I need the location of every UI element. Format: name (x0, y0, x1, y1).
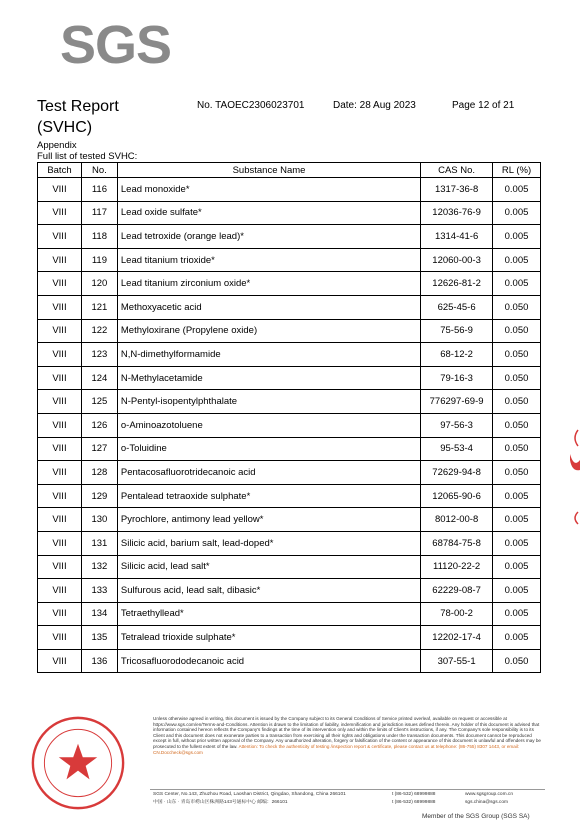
cell-cas: 62229-08-7 (421, 579, 493, 603)
table-row (38, 461, 541, 485)
cell-rl: 0.050 (493, 366, 541, 390)
table-row (38, 272, 541, 296)
cell-cas: 79-16-3 (421, 366, 493, 390)
cell-rl: 0.005 (493, 531, 541, 555)
cell-cas: 12036-76-9 (421, 201, 493, 225)
appendix-heading (37, 140, 137, 162)
cell-substance: Silicic acid, lead salt* (117, 555, 420, 579)
cell-no: 119 (81, 248, 117, 272)
cell-substance: N-Methylacetamide (117, 366, 420, 390)
table-row (38, 343, 541, 367)
footer-phone (392, 791, 435, 807)
cell-cas: 307-55-1 (421, 649, 493, 673)
table-row (38, 555, 541, 579)
address-cn: 中国 · 山东 · 青岛市崂山区株洲路143号通标中心 邮编：266101 (153, 800, 288, 805)
cell-cas: 68784-75-8 (421, 531, 493, 555)
cell-batch: VIII (38, 437, 82, 461)
sgs-logo: SGS (60, 15, 172, 75)
table-row (38, 295, 541, 319)
cell-no: 127 (81, 437, 117, 461)
cell-substance: o-Toluidine (117, 437, 420, 461)
cell-cas: 12065-90-6 (421, 484, 493, 508)
cell-cas: 8012-00-8 (421, 508, 493, 532)
header-rl: RL (%) (493, 163, 541, 178)
website-link[interactable]: www.sgsgroup.com.cn (465, 792, 513, 797)
address-en: SGS Center, No.143, Zhuzhou Road, Laoshan District, Qingdao, Shandong, China 266101 (153, 792, 346, 797)
cell-rl: 0.050 (493, 461, 541, 485)
cell-cas: 625-45-6 (421, 295, 493, 319)
cell-cas: 1317-36-8 (421, 178, 493, 202)
cell-batch: VIII (38, 555, 82, 579)
cell-rl: 0.005 (493, 602, 541, 626)
cell-substance: N-Pentyl-isopentylphthalate (117, 390, 420, 414)
cell-cas: 12202-17-4 (421, 626, 493, 650)
footer-divider (150, 789, 545, 790)
cell-no: 133 (81, 579, 117, 603)
cell-cas: 78-00-2 (421, 602, 493, 626)
cell-no: 126 (81, 413, 117, 437)
cell-rl: 0.005 (493, 201, 541, 225)
seal-fragment-icon (568, 420, 580, 540)
svhc-table (37, 162, 541, 673)
cell-batch: VIII (38, 602, 82, 626)
cell-no: 129 (81, 484, 117, 508)
cell-rl: 0.005 (493, 178, 541, 202)
cell-substance: Methyloxirane (Propylene oxide) (117, 319, 420, 343)
cell-no: 134 (81, 602, 117, 626)
cell-substance: Lead oxide sulfate* (117, 201, 420, 225)
header-no: No. (81, 163, 117, 178)
cell-no: 128 (81, 461, 117, 485)
table-row (38, 437, 541, 461)
header-cas: CAS No. (421, 163, 493, 178)
table-row (38, 178, 541, 202)
cell-no: 120 (81, 272, 117, 296)
table-body (38, 178, 541, 673)
cell-no: 131 (81, 531, 117, 555)
table-row (38, 413, 541, 437)
appendix-title: Appendix (37, 140, 77, 151)
cell-substance: Lead titanium trioxide* (117, 248, 420, 272)
cell-substance: Sulfurous acid, lead salt, dibasic* (117, 579, 420, 603)
cell-batch: VIII (38, 626, 82, 650)
cell-substance: Tricosafluorododecanoic acid (117, 649, 420, 673)
cell-substance: o-Aminoazotoluene (117, 413, 420, 437)
cell-no: 136 (81, 649, 117, 673)
cell-cas: 75-56-9 (421, 319, 493, 343)
cell-no: 132 (81, 555, 117, 579)
table-row (38, 602, 541, 626)
appendix-subtitle: Full list of tested SVHC: (37, 151, 138, 162)
cell-batch: VIII (38, 343, 82, 367)
cell-substance: Pyrochlore, antimony lead yellow* (117, 508, 420, 532)
cell-batch: VIII (38, 649, 82, 673)
cell-batch: VIII (38, 319, 82, 343)
report-title (37, 96, 119, 138)
cell-substance: Pentacosafluorotridecanoic acid (117, 461, 420, 485)
cell-no: 116 (81, 178, 117, 202)
cell-batch: VIII (38, 413, 82, 437)
table-row (38, 626, 541, 650)
footer-web (465, 791, 513, 807)
cell-substance: Lead titanium zirconium oxide* (117, 272, 420, 296)
cell-substance: Lead tetroxide (orange lead)* (117, 225, 420, 249)
table-row (38, 484, 541, 508)
email-link[interactable]: sgs.china@sgs.com (465, 800, 508, 805)
footer-disclaimer (153, 716, 543, 755)
table-row (38, 248, 541, 272)
cell-rl: 0.050 (493, 295, 541, 319)
disclaimer-text: Unless otherwise agreed in writing, this document is issued by the Company subject to its General Conditions of Service printed overleaf, available on request or accessible at https://www.sgs.com/en/Terms-and-Conditions. Attention is drawn to the limitation of liability, indemnification and jurisdiction issues defined therein. Any holder of this document is advised that information contained hereon reflects the Company's findings at the time of its intervention only and within the limits of Client's instructions, if any. The Company's sole responsibility is to its Client and this document does not exonerate parties to a transaction from exercising all their rights and obligations under the transaction documents. This document cannot be reproduced except in full, without prior written approval of the Company. Any unauthorized alteration, forgery or falsification of the content or appearance of this document is unlawful and offenders may be prosecuted to the fullest extent of the law. (153, 716, 541, 749)
cell-batch: VIII (38, 272, 82, 296)
cell-substance: Methoxyacetic acid (117, 295, 420, 319)
cell-no: 117 (81, 201, 117, 225)
cell-rl: 0.005 (493, 626, 541, 650)
cell-batch: VIII (38, 531, 82, 555)
cell-no: 121 (81, 295, 117, 319)
cell-batch: VIII (38, 508, 82, 532)
cell-rl: 0.005 (493, 508, 541, 532)
cell-cas: 95-53-4 (421, 437, 493, 461)
cell-cas: 1314-41-6 (421, 225, 493, 249)
table-row (38, 366, 541, 390)
cell-no: 135 (81, 626, 117, 650)
cell-rl: 0.005 (493, 555, 541, 579)
phone-1: t (86-532) 68999888 (392, 792, 436, 797)
cell-no: 118 (81, 225, 117, 249)
report-title-line1: Test Report (37, 98, 119, 115)
table-row (38, 531, 541, 555)
cell-rl: 0.005 (493, 272, 541, 296)
cell-rl: 0.050 (493, 649, 541, 673)
table-row (38, 390, 541, 414)
report-title-line2: (SVHC) (37, 119, 93, 136)
cell-substance: Pentalead tetraoxide sulphate* (117, 484, 420, 508)
header-substance: Substance Name (117, 163, 420, 178)
cell-batch: VIII (38, 484, 82, 508)
cell-batch: VIII (38, 579, 82, 603)
cell-batch: VIII (38, 366, 82, 390)
cell-substance: Lead monoxide* (117, 178, 420, 202)
cell-rl: 0.005 (493, 225, 541, 249)
cell-rl: 0.050 (493, 437, 541, 461)
cell-cas: 97-56-3 (421, 413, 493, 437)
cell-rl: 0.005 (493, 484, 541, 508)
cell-cas: 776297-69-9 (421, 390, 493, 414)
cell-batch: VIII (38, 461, 82, 485)
cell-rl: 0.005 (493, 579, 541, 603)
cell-no: 125 (81, 390, 117, 414)
cell-rl: 0.050 (493, 390, 541, 414)
cell-rl: 0.050 (493, 343, 541, 367)
cell-batch: VIII (38, 225, 82, 249)
table-row (38, 201, 541, 225)
cell-batch: VIII (38, 295, 82, 319)
cell-substance: Tetralead trioxide sulphate* (117, 626, 420, 650)
inspection-stamp-icon (30, 715, 126, 811)
cell-cas: 11120-22-2 (421, 555, 493, 579)
cell-rl: 0.050 (493, 319, 541, 343)
attention-text: Attention: To check the authenticity of testing /inspection report & certificate, please contact us at telephone: (86-755) 8307 1443, or email: CN.Doccheck@sgs.com (153, 743, 520, 755)
cell-batch: VIII (38, 201, 82, 225)
table-row (38, 649, 541, 673)
cell-rl: 0.005 (493, 248, 541, 272)
cell-no: 124 (81, 366, 117, 390)
cell-cas: 12060-00-3 (421, 248, 493, 272)
cell-batch: VIII (38, 248, 82, 272)
cell-no: 130 (81, 508, 117, 532)
table-header-row (38, 163, 541, 178)
table-row (38, 225, 541, 249)
cell-cas: 72629-94-8 (421, 461, 493, 485)
phone-2: t (86-532) 68999888 (392, 800, 436, 805)
table-row (38, 319, 541, 343)
page-number: Page 12 of 21 (452, 100, 515, 111)
cell-substance: Tetraethyllead* (117, 602, 420, 626)
cell-no: 122 (81, 319, 117, 343)
cell-rl: 0.050 (493, 413, 541, 437)
header-batch: Batch (38, 163, 82, 178)
table-row (38, 508, 541, 532)
cell-batch: VIII (38, 390, 82, 414)
cell-cas: 12626-81-2 (421, 272, 493, 296)
report-number: No. TAOEC2306023701 (197, 100, 305, 111)
footer-address (153, 791, 346, 807)
cell-batch: VIII (38, 178, 82, 202)
cell-no: 123 (81, 343, 117, 367)
member-text: Member of the SGS Group (SGS SA) (422, 813, 530, 820)
table-row (38, 579, 541, 603)
report-date: Date: 28 Aug 2023 (333, 100, 416, 111)
cell-substance: Silicic acid, barium salt, lead-doped* (117, 531, 420, 555)
cell-cas: 68-12-2 (421, 343, 493, 367)
cell-substance: N,N-dimethylformamide (117, 343, 420, 367)
